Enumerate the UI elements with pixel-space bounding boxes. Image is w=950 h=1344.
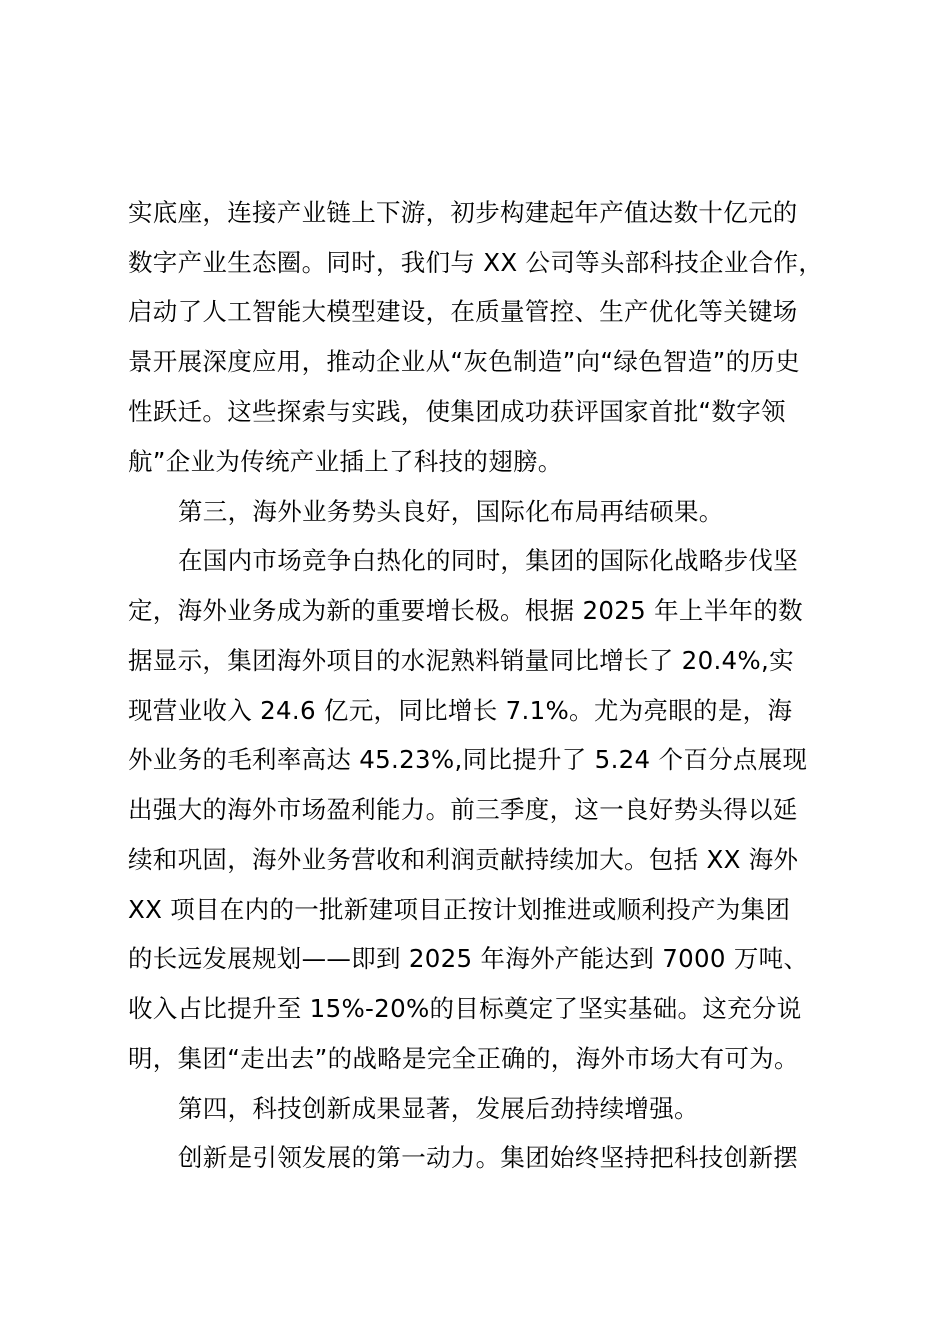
text-line: 在国内市场竞争白热化的同时，集团的国际化战略步伐坚 bbox=[178, 546, 798, 575]
text-line: 性跃迁。这些探索与实践，使集团成功获评国家首批“数字领 bbox=[128, 397, 786, 426]
text-line: 出强大的海外市场盈利能力。前三季度，这一良好势头得以延 bbox=[128, 795, 798, 824]
text-line: 数字产业生态圈。同时，我们与 XX 公司等头部科技企业合作， bbox=[128, 248, 824, 277]
text-line: 定，海外业务成为新的重要增长极。根据 2025 年上半年的数 bbox=[128, 596, 803, 625]
text-line: 续和巩固，海外业务营收和利润贡献持续加大。包括 XX 海外 bbox=[128, 845, 799, 874]
text-line: 航”企业为传统产业插上了科技的翅膀。 bbox=[128, 447, 563, 476]
text-line: 现营业收入 24.6 亿元，同比增长 7.1%。尤为亮眼的是，海 bbox=[128, 696, 793, 725]
section-heading: 第四，科技创新成果显著，发展后劲持续增强。 bbox=[178, 1094, 699, 1123]
text-line: 明，集团“走出去”的战略是完全正确的，海外市场大有可为。 bbox=[128, 1044, 799, 1073]
text-line: 实底座，连接产业链上下游，初步构建起年产值达数十亿元的 bbox=[128, 198, 798, 227]
text-line: 收入占比提升至 15%-20%的目标奠定了坚实基础。这充分说 bbox=[128, 994, 802, 1023]
text-line: 创新是引领发展的第一动力。集团始终坚持把科技创新摆 bbox=[178, 1143, 798, 1172]
section-heading: 第三，海外业务势头良好，国际化布局再结硕果。 bbox=[178, 497, 724, 526]
text-line: XX 项目在内的一批新建项目正按计划推进或顺利投产为集团 bbox=[128, 895, 791, 924]
text-line: 景开展深度应用，推动企业从“灰色制造”向“绿色智造”的历史 bbox=[128, 347, 800, 376]
text-line: 据显示，集团海外项目的水泥熟料销量同比增长了 20.4%,实 bbox=[128, 646, 794, 675]
text-line: 启动了人工智能大模型建设，在质量管控、生产优化等关键场 bbox=[128, 297, 798, 326]
text-line: 外业务的毛利率高达 45.23%,同比提升了 5.24 个百分点展现 bbox=[128, 745, 808, 774]
text-line: 的长远发展规划——即到 2025 年海外产能达到 7000 万吨、 bbox=[128, 944, 809, 973]
